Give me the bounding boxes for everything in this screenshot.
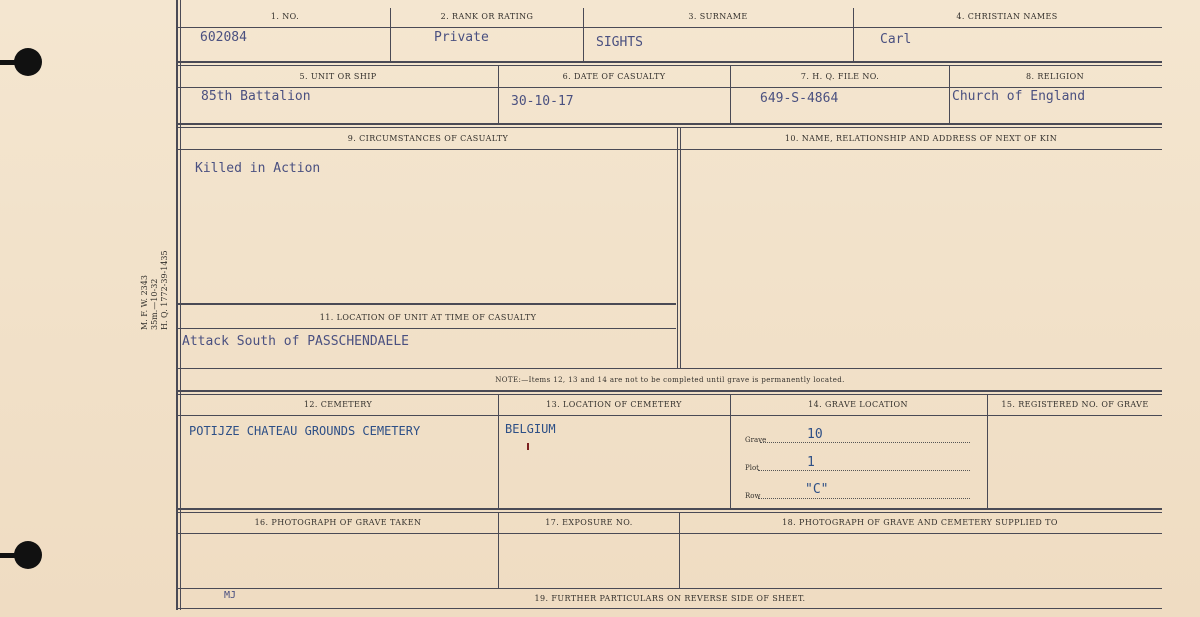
label-plot: Plot xyxy=(745,464,759,472)
punch-hole-bottom-stub xyxy=(0,553,18,558)
value-christian: Carl xyxy=(880,32,912,47)
form-code-line1: M. F. W. 2343 xyxy=(140,275,149,330)
row5-div1 xyxy=(498,513,499,588)
value-file: 649-S-4864 xyxy=(760,91,839,106)
row1-div3 xyxy=(853,8,854,61)
label-unit: 5. UNIT OR SHIP xyxy=(299,72,377,81)
value-unit: 85th Battalion xyxy=(201,89,311,104)
punch-hole-top xyxy=(14,48,42,76)
value-rank: Private xyxy=(434,30,489,45)
label-surname: 3. SURNAME xyxy=(688,12,748,21)
value-surname: SIGHTS xyxy=(596,35,643,50)
value-location-unit: Attack South of PASSCHENDAELE xyxy=(182,334,409,349)
row2-top xyxy=(178,65,1162,66)
value-religion: Church of England xyxy=(952,89,1086,104)
label-religion: 8. RELIGION xyxy=(1025,72,1085,81)
label-row: Row xyxy=(745,492,761,500)
punch-hole-bottom xyxy=(14,541,42,569)
value-circumstances: Killed in Action xyxy=(195,161,321,176)
row4-rule xyxy=(178,415,1162,416)
label-grave-location: 14. GRAVE LOCATION xyxy=(808,400,908,409)
label-registered: 15. REGISTERED NO. OF GRAVE xyxy=(1001,400,1149,409)
value-grave: 10 xyxy=(807,427,823,442)
label-no: 1. NO. xyxy=(270,12,300,21)
form-code-line3: H. Q. 1772-39-1435 xyxy=(160,250,169,330)
row5-top xyxy=(178,512,1162,513)
row1-bottom xyxy=(178,61,1162,63)
row4-div3 xyxy=(987,395,988,508)
plot-line xyxy=(758,470,970,471)
row2-rule xyxy=(178,87,1162,88)
label-circumstances: 9. CIRCUMSTANCES OF CASUALTY xyxy=(347,134,509,143)
label-location-cemetery: 13. LOCATION OF CEMETERY xyxy=(546,400,682,409)
row1-div1 xyxy=(390,8,391,61)
ink-mark xyxy=(527,443,529,450)
row3-div xyxy=(677,128,678,368)
label-location-unit: 11. LOCATION OF UNIT AT TIME OF CASUALTY xyxy=(319,313,537,322)
value-initials: MJ xyxy=(224,590,237,601)
left-border xyxy=(176,0,178,610)
label-cemetery: 12. CEMETERY xyxy=(303,400,373,409)
row5-rule xyxy=(178,533,1162,534)
note-text: NOTE:—Items 12, 13 and 14 are not to be completed until grave is permanently located. xyxy=(495,376,845,384)
loc-rule xyxy=(178,328,676,329)
grave-line xyxy=(760,442,970,443)
label-date: 6. DATE OF CASUALTY xyxy=(562,72,666,81)
row4-top xyxy=(178,394,1162,395)
row1-div2 xyxy=(583,8,584,61)
value-no: 602084 xyxy=(200,30,247,45)
label-exposure: 17. EXPOSURE NO. xyxy=(545,518,633,527)
label-christian: 4. CHRISTIAN NAMES xyxy=(956,12,1058,21)
value-location-cemetery: BELGIUM xyxy=(505,422,556,436)
row4-bottom xyxy=(178,508,1162,510)
label-photo-taken: 16. PHOTOGRAPH OF GRAVE TAKEN xyxy=(254,518,422,527)
row3-div-b xyxy=(680,128,681,368)
punch-hole-top-stub xyxy=(0,60,18,65)
loc-top xyxy=(178,303,676,305)
row3-top xyxy=(178,127,1162,128)
row1-rule xyxy=(178,27,1162,28)
value-cemetery: POTIJZE CHATEAU GROUNDS CEMETERY xyxy=(189,424,421,438)
form-code xyxy=(140,250,170,330)
label-further: 19. FURTHER PARTICULARS ON REVERSE SIDE OF SHEET. xyxy=(534,594,806,603)
row5-bottom xyxy=(178,588,1162,589)
note-bottom xyxy=(178,390,1162,392)
label-rank: 2. RANK OR RATING xyxy=(440,12,534,21)
label-photo-supplied: 18. PHOTOGRAPH OF GRAVE AND CEMETERY SUPPLIED TO xyxy=(782,518,1058,527)
value-row: "C" xyxy=(805,482,829,497)
row2-div1 xyxy=(498,66,499,123)
label-file: 7. H. Q. FILE NO. xyxy=(800,72,880,81)
row3-rule xyxy=(178,149,1162,150)
row4-div1 xyxy=(498,395,499,508)
left-border-inner xyxy=(180,0,181,610)
footer-rule xyxy=(178,608,1162,609)
row2-div3 xyxy=(949,66,950,123)
value-plot: 1 xyxy=(807,455,815,470)
value-date: 30-10-17 xyxy=(511,94,574,109)
row2-bottom xyxy=(178,123,1162,125)
label-grave: Grave xyxy=(745,436,767,444)
row5-div2 xyxy=(679,513,680,588)
row-line xyxy=(758,498,970,499)
row2-div2 xyxy=(730,66,731,123)
row4-div2 xyxy=(730,395,731,508)
row3-bottom xyxy=(178,368,1162,369)
label-next-of-kin: 10. NAME, RELATIONSHIP AND ADDRESS OF NEXT OF KIN xyxy=(784,134,1058,143)
form-code-line2: 35m.—10-32 xyxy=(150,278,159,330)
